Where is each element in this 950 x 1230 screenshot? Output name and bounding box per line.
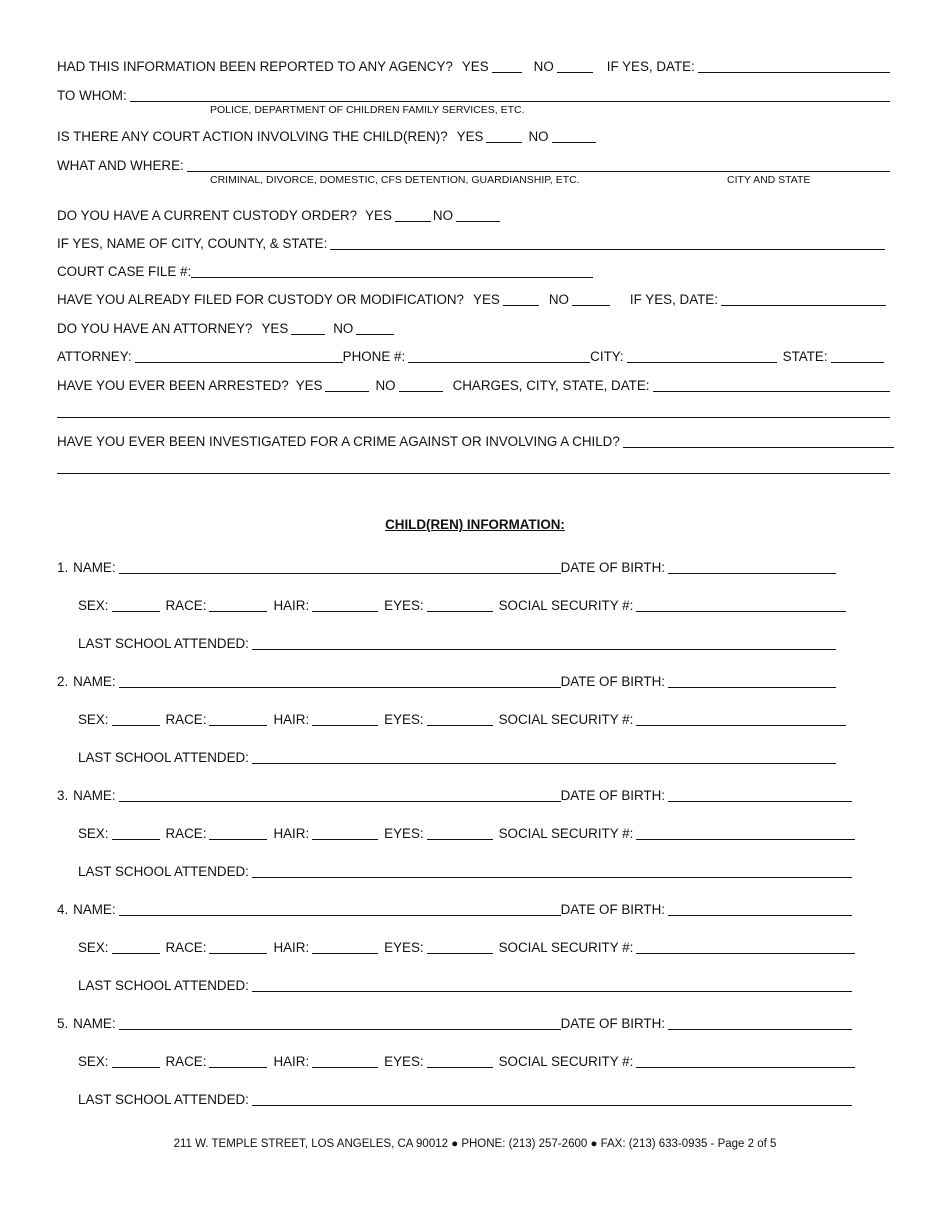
arrested-continuation-line[interactable] <box>57 417 890 418</box>
to-whom-field[interactable] <box>130 100 890 102</box>
child-dob-field[interactable] <box>668 572 836 574</box>
child-race-field[interactable] <box>209 952 267 954</box>
case-file-field[interactable] <box>191 276 593 278</box>
child-dob-label: DATE OF BIRTH: <box>560 788 665 803</box>
reported-yes-label: YES <box>461 59 489 74</box>
child-eyes-field[interactable] <box>427 952 493 954</box>
child-dob-field[interactable] <box>668 686 836 688</box>
child-race-label: RACE: <box>165 712 207 727</box>
child-number: 5. <box>57 1016 69 1031</box>
filed-date-label: IF YES, DATE: <box>629 292 718 307</box>
reported-label: HAD THIS INFORMATION BEEN REPORTED TO ANY AGENCY? <box>57 59 453 74</box>
court-action-no-label: NO <box>528 129 549 144</box>
attorney-state-label: STATE: <box>782 349 828 364</box>
arrested-details-label: CHARGES, CITY, STATE, DATE: <box>452 378 650 393</box>
child-hair-field[interactable] <box>312 610 378 612</box>
child-hair-label: HAIR: <box>273 826 310 841</box>
attorney-name-field[interactable] <box>135 361 343 363</box>
child-sex-field[interactable] <box>112 1066 160 1068</box>
child-race-field[interactable] <box>209 610 267 612</box>
child-name-field[interactable] <box>119 686 561 688</box>
child-sex-field[interactable] <box>112 724 160 726</box>
child-details-row <box>78 1050 855 1070</box>
child-hair-label: HAIR: <box>273 712 310 727</box>
child-eyes-field[interactable] <box>427 838 493 840</box>
child-details-row <box>78 708 846 728</box>
child-ssn-field[interactable] <box>636 1066 855 1068</box>
arrested-row <box>57 374 890 394</box>
arrested-no-field[interactable] <box>399 390 443 392</box>
child-name-field[interactable] <box>119 572 561 574</box>
child-school-label: LAST SCHOOL ATTENDED: <box>78 1092 249 1107</box>
child-eyes-label: EYES: <box>384 712 424 727</box>
child-sex-field[interactable] <box>112 952 160 954</box>
court-action-label: IS THERE ANY COURT ACTION INVOLVING THE CHILD(REN)? <box>57 129 448 144</box>
to-whom-label: TO WHOM: <box>57 88 127 103</box>
what-where-field[interactable] <box>187 170 890 172</box>
child-sex-label: SEX: <box>78 712 109 727</box>
child-sex-label: SEX: <box>78 1054 109 1069</box>
child-race-label: RACE: <box>165 598 207 613</box>
child-number: 2. <box>57 674 69 689</box>
child-ssn-label: SOCIAL SECURITY #: <box>498 940 634 955</box>
child-sex-label: SEX: <box>78 940 109 955</box>
child-number: 4. <box>57 902 69 917</box>
child-school-label: LAST SCHOOL ATTENDED: <box>78 978 249 993</box>
child-hair-field[interactable] <box>312 838 378 840</box>
child-name-row <box>57 670 836 690</box>
child-dob-field[interactable] <box>668 914 852 916</box>
child-ssn-label: SOCIAL SECURITY #: <box>498 1054 634 1069</box>
city-state-hint: CITY AND STATE <box>727 174 811 186</box>
filed-label: HAVE YOU ALREADY FILED FOR CUSTODY OR MODIFICATION? <box>57 292 465 307</box>
arrested-label: HAVE YOU EVER BEEN ARRESTED? <box>57 378 289 393</box>
case-file-label: COURT CASE FILE #: <box>57 264 192 279</box>
attorney-yes-label: YES <box>261 321 289 336</box>
child-name-row <box>57 898 852 918</box>
child-school-label: LAST SCHOOL ATTENDED: <box>78 864 249 879</box>
attorney-details-row <box>57 345 884 365</box>
child-school-field[interactable] <box>252 876 852 878</box>
child-race-field[interactable] <box>209 838 267 840</box>
child-dob-label: DATE OF BIRTH: <box>560 560 665 575</box>
to-whom-hint: POLICE, DEPARTMENT OF CHILDREN FAMILY SERVICES, ETC. <box>210 104 525 116</box>
arrested-no-label: NO <box>375 378 396 393</box>
court-action-yes-label: YES <box>456 129 484 144</box>
to-whom-row <box>57 84 890 104</box>
child-sex-field[interactable] <box>112 838 160 840</box>
arrested-yes-label: YES <box>295 378 323 393</box>
custody-location-row <box>57 232 885 252</box>
child-dob-label: DATE OF BIRTH: <box>560 902 665 917</box>
attorney-phone-field[interactable] <box>408 361 590 363</box>
child-name-field[interactable] <box>119 800 561 802</box>
child-race-label: RACE: <box>165 940 207 955</box>
court-action-yes-field[interactable] <box>486 141 522 143</box>
child-name-label: NAME: <box>73 902 116 917</box>
attorney-question-label: DO YOU HAVE AN ATTORNEY? <box>57 321 253 336</box>
child-school-row <box>78 1088 852 1108</box>
child-sex-label: SEX: <box>78 826 109 841</box>
investigated-field[interactable] <box>623 446 894 448</box>
child-school-field[interactable] <box>252 1104 852 1106</box>
child-eyes-label: EYES: <box>384 598 424 613</box>
attorney-no-label: NO <box>333 321 354 336</box>
child-name-field[interactable] <box>119 914 561 916</box>
child-school-row <box>78 860 852 880</box>
child-dob-label: DATE OF BIRTH: <box>560 674 665 689</box>
child-hair-label: HAIR: <box>273 940 310 955</box>
child-eyes-label: EYES: <box>384 940 424 955</box>
child-eyes-label: EYES: <box>384 826 424 841</box>
child-dob-field[interactable] <box>668 1028 852 1030</box>
page-footer: 211 W. TEMPLE STREET, LOS ANGELES, CA 90012 ● PHONE: (213) 257-2600 ● FAX: (213) 633-0935 - Page 2 of 5 <box>173 1138 777 1150</box>
child-school-label: LAST SCHOOL ATTENDED: <box>78 636 249 651</box>
filed-yes-label: YES <box>473 292 500 307</box>
custody-location-field[interactable] <box>330 248 885 250</box>
child-name-label: NAME: <box>73 788 116 803</box>
child-school-field[interactable] <box>252 648 836 650</box>
filed-no-field[interactable] <box>572 304 610 306</box>
attorney-no-field[interactable] <box>356 333 394 335</box>
child-school-row <box>78 974 852 994</box>
child-school-field[interactable] <box>252 762 836 764</box>
child-eyes-field[interactable] <box>427 724 493 726</box>
child-sex-label: SEX: <box>78 598 109 613</box>
child-name-field[interactable] <box>119 1028 561 1030</box>
child-name-row <box>57 784 852 804</box>
filed-date-field[interactable] <box>721 304 886 306</box>
attorney-phone-label: PHONE #: <box>342 349 406 364</box>
child-name-label: NAME: <box>73 1016 116 1031</box>
reported-row <box>57 55 890 75</box>
case-file-row <box>57 260 890 280</box>
filed-row <box>57 288 886 308</box>
custody-order-yes-label: YES <box>365 208 392 223</box>
custody-order-yes-field[interactable] <box>395 220 431 222</box>
child-number: 1. <box>57 560 69 575</box>
child-race-field[interactable] <box>209 1066 267 1068</box>
child-hair-field[interactable] <box>312 724 378 726</box>
child-dob-field[interactable] <box>668 800 852 802</box>
child-school-field[interactable] <box>252 990 852 992</box>
child-details-row <box>78 594 846 614</box>
child-ssn-field[interactable] <box>636 724 846 726</box>
filed-no-label: NO <box>548 292 569 307</box>
child-ssn-label: SOCIAL SECURITY #: <box>498 826 634 841</box>
child-name-row <box>57 556 836 576</box>
child-race-label: RACE: <box>165 826 207 841</box>
child-ssn-field[interactable] <box>636 838 855 840</box>
investigated-row <box>57 430 894 450</box>
child-ssn-label: SOCIAL SECURITY #: <box>498 712 634 727</box>
child-number: 3. <box>57 788 69 803</box>
attorney-city-field[interactable] <box>627 361 777 363</box>
filed-yes-field[interactable] <box>503 304 539 306</box>
child-race-field[interactable] <box>209 724 267 726</box>
attorney-name-label: ATTORNEY: <box>57 349 132 364</box>
child-details-row <box>78 936 855 956</box>
attorney-city-label: CITY: <box>590 349 624 364</box>
child-dob-label: DATE OF BIRTH: <box>560 1016 665 1031</box>
child-eyes-label: EYES: <box>384 1054 424 1069</box>
child-eyes-field[interactable] <box>427 610 493 612</box>
reported-date-label: IF YES, DATE: <box>606 59 695 74</box>
attorney-state-field[interactable] <box>831 361 884 363</box>
child-ssn-field[interactable] <box>636 610 846 612</box>
custody-order-row <box>57 204 890 224</box>
child-hair-field[interactable] <box>312 952 378 954</box>
child-details-row <box>78 822 855 842</box>
children-heading: CHILD(REN) INFORMATION: <box>385 517 565 532</box>
child-school-row <box>78 632 836 652</box>
child-ssn-field[interactable] <box>636 952 855 954</box>
reported-date-field[interactable] <box>698 71 890 73</box>
child-sex-field[interactable] <box>112 610 160 612</box>
child-name-row <box>57 1012 852 1032</box>
what-where-hint: CRIMINAL, DIVORCE, DOMESTIC, CFS DETENTION, GUARDIANSHIP, ETC. <box>210 174 580 186</box>
custody-order-no-field[interactable] <box>456 220 500 222</box>
child-hair-label: HAIR: <box>273 598 310 613</box>
child-school-row <box>78 746 836 766</box>
investigated-continuation-line[interactable] <box>57 473 890 474</box>
child-hair-field[interactable] <box>312 1066 378 1068</box>
reported-yes-field[interactable] <box>492 71 522 73</box>
reported-no-label: NO <box>533 59 554 74</box>
custody-order-label: DO YOU HAVE A CURRENT CUSTODY ORDER? <box>57 208 358 223</box>
court-action-row <box>57 125 890 145</box>
reported-no-field[interactable] <box>557 71 593 73</box>
attorney-yes-field[interactable] <box>291 333 325 335</box>
child-eyes-field[interactable] <box>427 1066 493 1068</box>
attorney-row <box>57 317 890 337</box>
arrested-details-field[interactable] <box>653 390 891 392</box>
what-where-label: WHAT AND WHERE: <box>57 158 184 173</box>
child-name-label: NAME: <box>73 560 116 575</box>
custody-location-label: IF YES, NAME OF CITY, COUNTY, & STATE: <box>57 236 328 251</box>
custody-order-no-label: NO <box>432 208 454 223</box>
what-where-row <box>57 154 890 174</box>
child-school-label: LAST SCHOOL ATTENDED: <box>78 750 249 765</box>
child-hair-label: HAIR: <box>273 1054 310 1069</box>
child-name-label: NAME: <box>73 674 116 689</box>
arrested-yes-field[interactable] <box>325 390 369 392</box>
court-action-no-field[interactable] <box>552 141 596 143</box>
child-ssn-label: SOCIAL SECURITY #: <box>498 598 634 613</box>
child-race-label: RACE: <box>165 1054 207 1069</box>
investigated-label: HAVE YOU EVER BEEN INVESTIGATED FOR A CRIME AGAINST OR INVOLVING A CHILD? <box>57 434 620 449</box>
